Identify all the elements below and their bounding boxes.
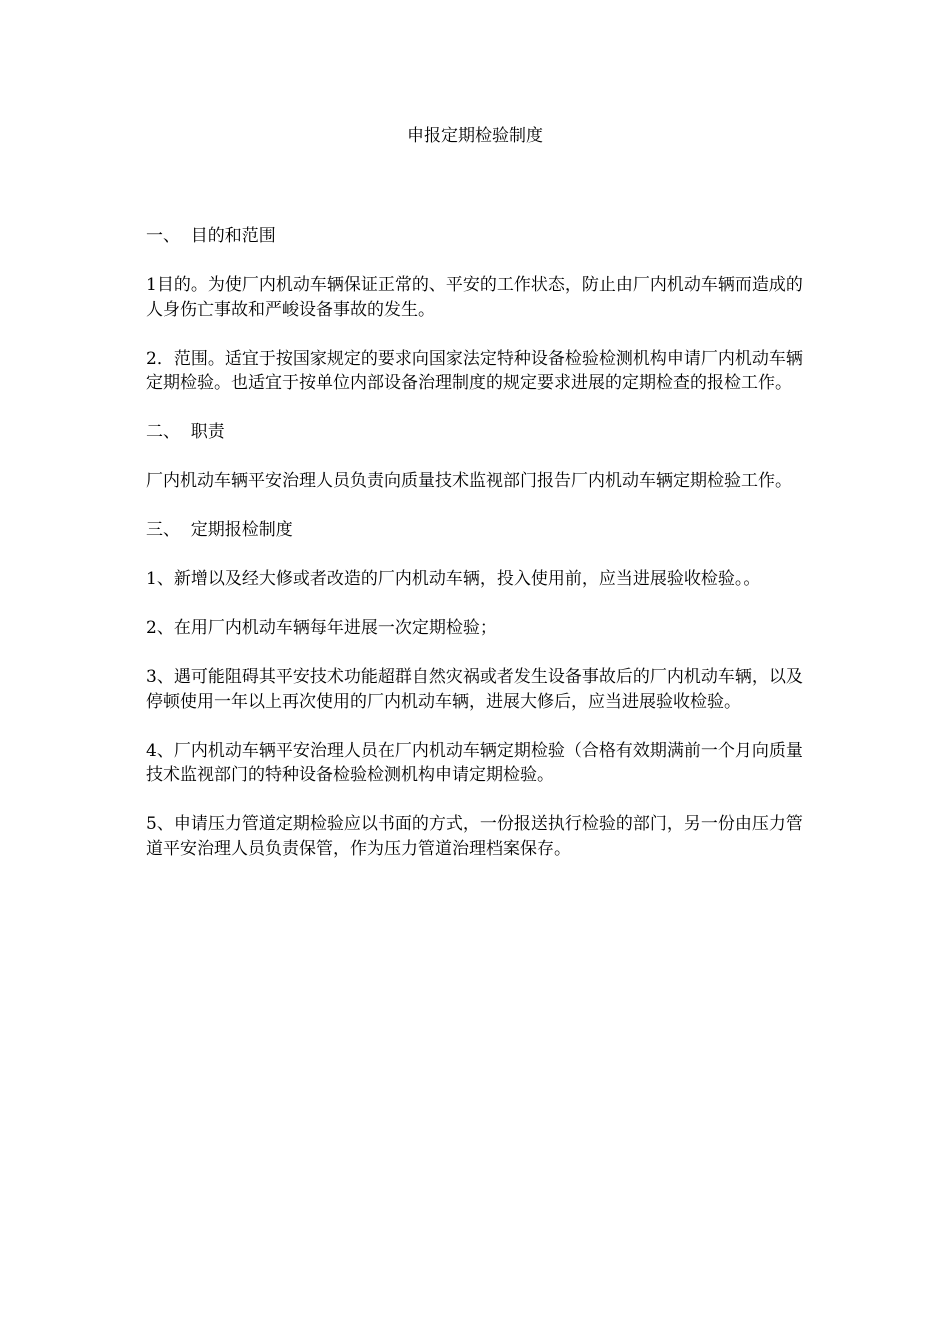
- section-heading-purpose-scope: 一、 目的和范围: [146, 226, 276, 246]
- paragraph-purpose: 1目的。为使厂内机动车辆保证正常的、平安的工作状态，防止由厂内机动车辆而造成的人身伤亡事故和严峻设备事故的发生。: [146, 275, 803, 320]
- paragraph-item-3: 3、遇可能阻碍其平安技术功能超群自然灾祸或者发生设备事故后的厂内机动车辆，以及停顿使用一年以上再次使用的厂内机动车辆，进展大修后，应当进展验收检验。: [146, 667, 803, 712]
- document-body: [146, 224, 806, 886]
- section-heading-inspection-system: 三、 定期报检制度: [146, 520, 293, 540]
- paragraph-item-2: 2、在用厂内机动车辆每年进展一次定期检验；: [146, 618, 497, 638]
- paragraph-item-4: 4、厂内机动车辆平安治理人员在厂内机动车辆定期检验（合格有效期满前一个月向质量技术监视部门的特种设备检验检测机构申请定期检验。: [146, 740, 803, 785]
- paragraph-item-1: 1、新增以及经大修或者改造的厂内机动车辆，投入使用前，应当进展验收检验。。: [146, 569, 761, 589]
- document-title: 申报定期检验制度: [407, 126, 543, 146]
- paragraph-duties: 厂内机动车辆平安治理人员负责向质量技术监视部门报告厂内机动车辆定期检验工作。: [146, 471, 792, 491]
- paragraph-item-5: 5、申请压力管道定期检验应以书面的方式，一份报送执行检验的部门，另一份由压力管道平安治理人员负责保管，作为压力管道治理档案保存。: [146, 814, 803, 859]
- section-heading-duties: 二、 职责: [146, 422, 225, 442]
- paragraph-scope: 2．范围。适宜于按国家规定的要求向国家法定特种设备检验检测机构申请厂内机动车辆定期检验。也适宜于按单位内部设备治理制度的规定要求进展的定期检查的报检工作。: [146, 348, 803, 393]
